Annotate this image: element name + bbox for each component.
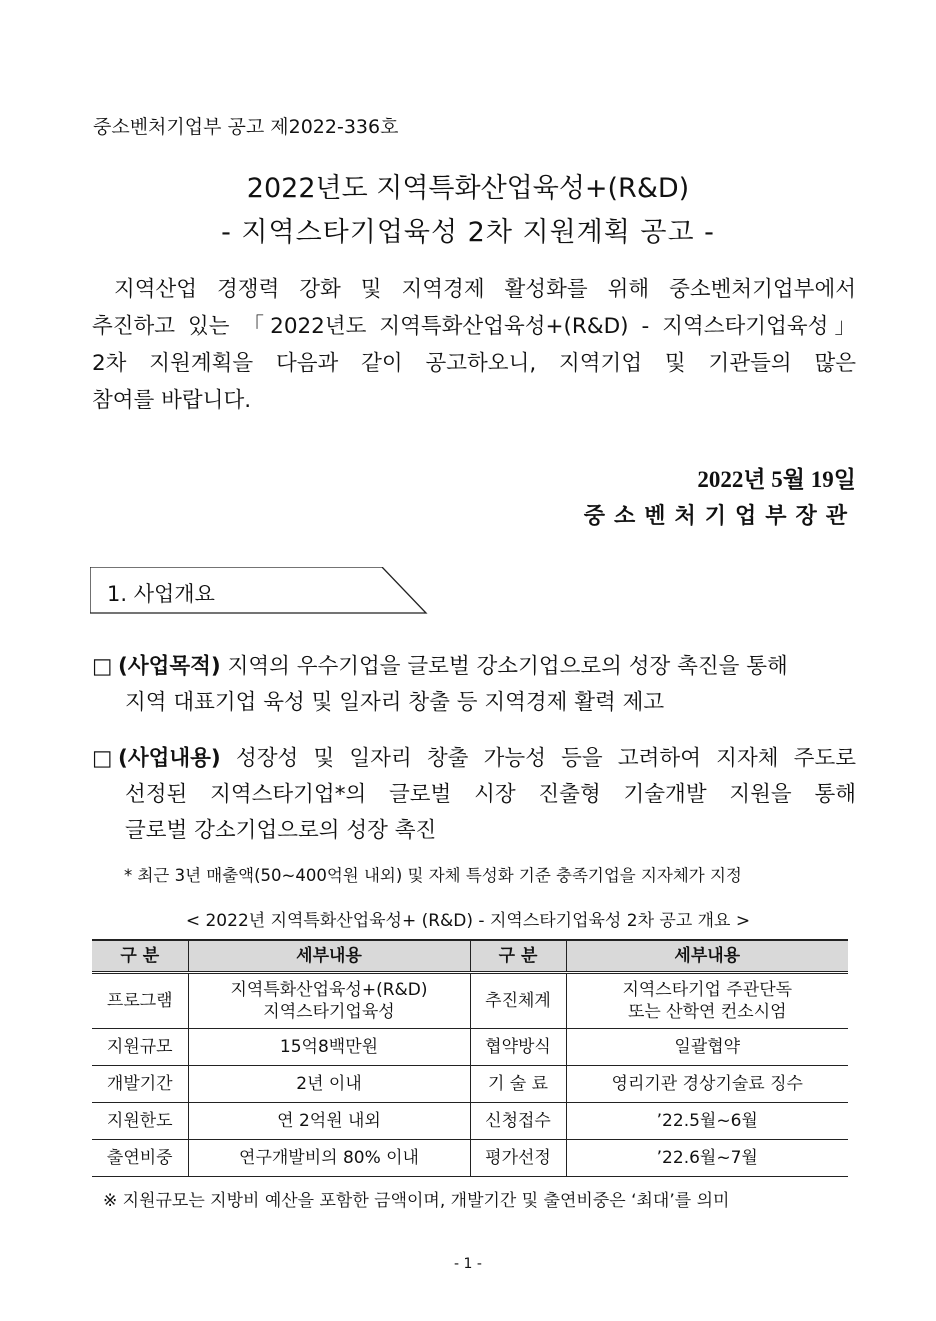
bullet-purpose <box>92 649 852 721</box>
header-cell: 구 분 <box>470 940 566 972</box>
table-row-value: 지역스타기업 주관단독 또는 산학연 컨소시엄 <box>566 972 848 1028</box>
table-row-value: 연구개발비의 80% 이내 <box>188 1139 470 1176</box>
table-row-value: ’22.5월~6월 <box>566 1102 848 1139</box>
footnote: * 최근 3년 매출액(50~400억원 내외) 및 자체 특성화 기준 충족기업을 지자체가 지정 <box>124 866 742 885</box>
intro-line: 2차 지원계획을 다음과 같이 공고하오니, 지역기업 및 기관들의 많은 <box>92 351 856 376</box>
table-row <box>92 1102 848 1139</box>
table-row <box>92 1139 848 1176</box>
intro-line: 추진하고 있는 「2022년도 지역특화산업육성+(R&D) - 지역스타기업육성」 <box>92 314 856 339</box>
table-row-label: 추진체계 <box>470 972 566 1028</box>
table-row-label: 신청접수 <box>470 1102 566 1139</box>
intro-paragraph <box>92 271 856 419</box>
table-row-value: 지역특화산업육성+(R&D) 지역스타기업육성 <box>188 972 470 1028</box>
table-row-label: 개발기간 <box>92 1065 188 1102</box>
table-row-value: 영리기관 경상기술료 징수 <box>566 1065 848 1102</box>
notice-date: 2022년 5월 19일 <box>697 467 856 492</box>
checkbox-square-icon: □ <box>92 746 113 771</box>
bullet-text: 선정된 지역스타기업*의 글로벌 시장 진출형 기술개발 지원을 통해 <box>125 782 856 807</box>
header-cell: 세부내용 <box>566 940 848 972</box>
table-row-value: 15억8백만원 <box>188 1028 470 1065</box>
bullet-label: (사업내용) <box>118 746 221 771</box>
bullet-content <box>92 741 856 849</box>
document-subtitle: - 지역스타기업육성 2차 지원계획 공고 - <box>221 217 715 248</box>
bullet-label: (사업목적) <box>118 654 221 679</box>
page-number: - 1 - <box>454 1256 482 1272</box>
bullet-text: 성장성 및 일자리 창출 가능성 등을 고려하여 지자체 주도로 <box>235 746 856 771</box>
table-row-value: 일괄협약 <box>566 1028 848 1065</box>
section-heading: 1. 사업개요 <box>107 582 215 606</box>
table-row-label: 지원규모 <box>92 1028 188 1065</box>
table-row-value: 2년 이내 <box>188 1065 470 1102</box>
table-row <box>92 1065 848 1102</box>
table-caption: < 2022년 지역특화산업육성+ (R&D) - 지역스타기업육성 2차 공고 개요 > <box>185 911 751 931</box>
table-row <box>92 1028 848 1065</box>
table-row-label: 출연비중 <box>92 1139 188 1176</box>
header-cell: 세부내용 <box>188 940 470 972</box>
intro-line: 참여를 바랍니다. <box>92 388 252 413</box>
document-title: 2022년도 지역특화산업육성+(R&D) <box>246 173 690 204</box>
table-row <box>92 972 848 1028</box>
table-note: ※ 지원규모는 지방비 예산을 포함한 금액이며, 개발기간 및 출연비중은 ‘최대’를 의미 <box>103 1191 730 1211</box>
table-row-value: 연 2억원 내외 <box>188 1102 470 1139</box>
table-row-value: ’22.6월~7월 <box>566 1139 848 1176</box>
notice-number: 중소벤처기업부 공고 제2022-336호 <box>93 116 399 138</box>
table-header-row <box>92 940 848 972</box>
bullet-text: 글로벌 강소기업으로의 성장 촉진 <box>125 818 437 843</box>
table-row-label: 지원한도 <box>92 1102 188 1139</box>
table-row-label: 프로그램 <box>92 972 188 1028</box>
table-row-label: 평가선정 <box>470 1139 566 1176</box>
bullet-text: 지역 대표기업 육성 및 일자리 창출 등 지역경제 활력 제고 <box>125 690 665 715</box>
issuer-name: 중소벤처기업부장관 <box>583 504 856 529</box>
bullet-text: 지역의 우수기업을 글로벌 강소기업으로의 성장 촉진을 통해 <box>227 654 788 679</box>
table-row-label: 협약방식 <box>470 1028 566 1065</box>
checkbox-square-icon: □ <box>92 654 113 679</box>
intro-line: 지역산업 경쟁력 강화 및 지역경제 활성화를 위해 중소벤처기업부에서 <box>114 277 856 302</box>
summary-table <box>92 939 848 1177</box>
header-cell: 구 분 <box>92 940 188 972</box>
table-row-label: 기 술 료 <box>470 1065 566 1102</box>
